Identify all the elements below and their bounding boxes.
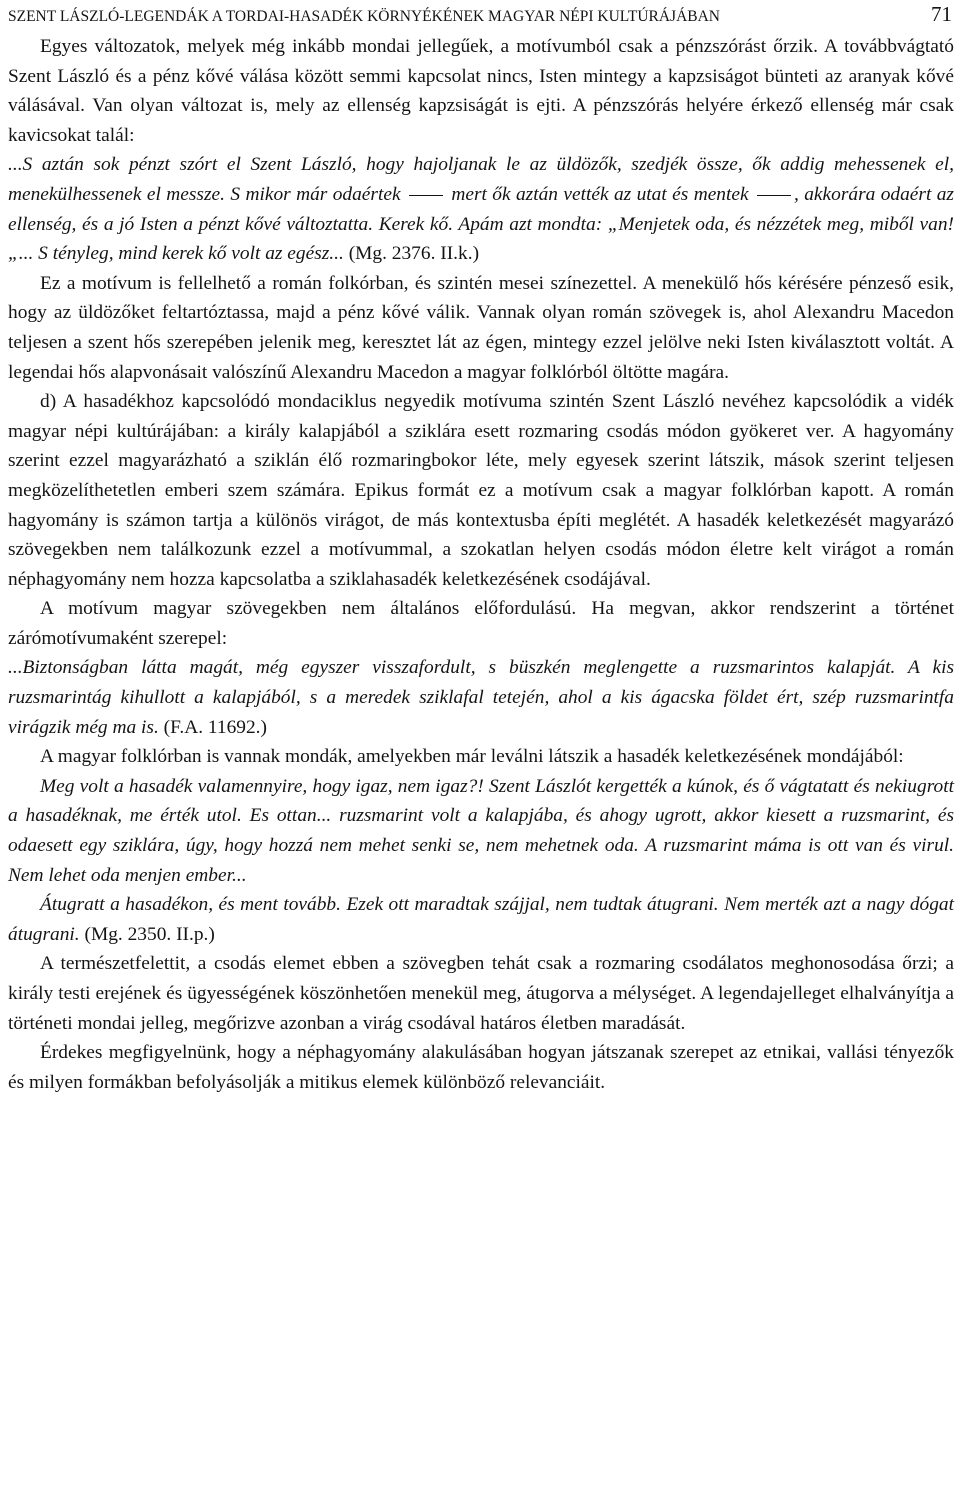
running-header xyxy=(8,0,954,32)
document-page xyxy=(8,0,954,1097)
source-reference: (F.A. 11692.) xyxy=(163,716,267,738)
paragraph: A magyar folklórban is vannak mondák, amelyekben már leválni látszik a hasadék keletkezésének mondájából: xyxy=(40,746,904,768)
paragraph: A motívum magyar szövegekben nem általános előfordulású. Ha megvan, akkor rendszerint a történet zárómotívumaként szerepel: xyxy=(8,598,954,649)
em-dash-rule xyxy=(409,195,443,196)
quote-text: mert ők aztán vették az utat és mentek xyxy=(451,183,749,205)
quote-paragraph xyxy=(8,890,954,949)
quote-paragraph xyxy=(8,653,954,742)
quote-text: Meg volt a hasadék valamennyire, hogy igaz, nem igaz?! Szent Lászlót kergették a kúnok, és ő vágtatatt és nekiugrott a hasadéknak, me érték utol. Es ottan... ruzsmarint volt a kalapjába, és ahogy ugrott, akkor kiesett a ruzsmarint, és odaesett egy sziklára, úgy, hogy hozzá nem mehet senki se, nem mehetnek oda. A ruzsmarint máma is ott van és virul. Nem lehet oda menjen ember... xyxy=(8,775,954,886)
body-text xyxy=(8,32,954,1097)
quote-text: Átugratt a hasadékon, és ment tovább. Ezek ott maradtak szájjal, nem tudtak átugrani. Nem merték azt a nagy dógat átugrani. xyxy=(8,894,954,945)
paragraph: d) A hasadékhoz kapcsolódó mondaciklus negyedik motívuma szintén Szent László nevéhez kapcsolódik a vidék magyar népi kultúrájában: a király kalapjából a sziklára esett rozmaring csodás módon gyökeret ver. A hagyomány szerint ezzel magyarázható a sziklán élő rozmaringbokor léte, mely egyesek szerint látszik, mások szerint teljesen megközelíthetetlen emberi szem számára. Epikus formát ez a motívum csak a magyar folklórban kapott. A román hagyomány is számon tartja a különös virágot, de más kontextusba építi meglétét. A hasadék keletkezését magyarázó szövegekben nem találkozunk ezzel a motívummal, a szokatlan helyen csodás módon életre kelt virágot a román néphagyomány nem hozza kapcsolatba a sziklahasadék keletkezésének csodájával. xyxy=(8,391,954,590)
page-number: 71 xyxy=(931,2,952,26)
quote-text: ...S aztán sok pénzt szórt el Szent László, hogy hajoljanak le az üldözők, szedjék össze, ők addig mehessenek el, menekülhessenek el messze. S mikor már odaértek xyxy=(8,154,954,205)
quote-paragraph xyxy=(8,772,954,890)
quote-text: ...Biztonságban látta magát, még egyszer visszafordult, s büszkén meglengette a ruzsmarintos kalapját. A kis ruzsmarintág kihullott a kalapjából, s a meredek sziklafal tetején, ahol a kis ágacska földet ért, szép ruzsmarintfa virágzik még ma is. xyxy=(8,657,954,738)
paragraph: A természetfelettit, a csodás elemet ebben a szövegben tehát csak a rozmaring csodálatos meghonosodása őrzi; a király testi erejének és ügyességének köszönhetően menekül meg, átugorva a mélységet. A legendajelleget elhalványítja a történeti mondai jelleg, megőrizve azonban a virág csodával határos életben maradását. xyxy=(8,953,954,1034)
paragraph: Egyes változatok, melyek még inkább mondai jellegűek, a motívumból csak a pénzszórást őrzik. A továbbvágtató Szent László és a pénz kővé válása között semmi kapcsolat nincs, Isten mintegy a kapzsiságot bünteti az aranyak kővé válásával. Van olyan változat is, mely az ellenség kapzsiságát is ejti. A pénzszórás helyére érkező ellenség már csak kavicsokat talál: xyxy=(8,36,954,146)
source-reference: (Mg. 2350. II.p.) xyxy=(84,923,215,945)
quote-text: , akkorára odaért az ellenség, és a jó Isten a pénzt kővé változtatta. Kerek kő. Apám azt mondta: „Menjetek oda, és nézzétek meg, miből van! „... S tényleg, mind kerek kő volt az egész... xyxy=(8,183,954,265)
paragraph: Érdekes megfigyelnünk, hogy a néphagyomány alakulásában hogyan játszanak szerepet az etnikai, vallási tényezők és milyen formákban befolyásolják a mitikus elemek különböző relevanciáit. xyxy=(8,1042,954,1093)
source-reference: (Mg. 2376. II.k.) xyxy=(348,243,480,265)
quote-paragraph xyxy=(8,150,954,268)
paragraph: Ez a motívum is fellelhető a román folkórban, és szintén mesei színezettel. A menekülő hős kérésére pénzeső esik, hogy az üldözőket feltartóztassa, majd a pénz kővé válik. Vannak olyan román szövegek is, ahol Alexandru Macedon teljesen a szent hős szerepében jelenik meg, keresztet lát az égen, mintegy ezzel jelölve neki Isten kiválasztott voltát. A legendai hős alapvonásait valószínű Alexandru Macedon a magyar folklórból öltötte magára. xyxy=(8,272,954,383)
em-dash-rule xyxy=(757,195,791,196)
running-header-title: SZENT LÁSZLÓ-LEGENDÁK A TORDAI-HASADÉK KÖRNYÉKÉNEK MAGYAR NÉPI KULTÚRÁJÁBAN xyxy=(8,8,720,25)
